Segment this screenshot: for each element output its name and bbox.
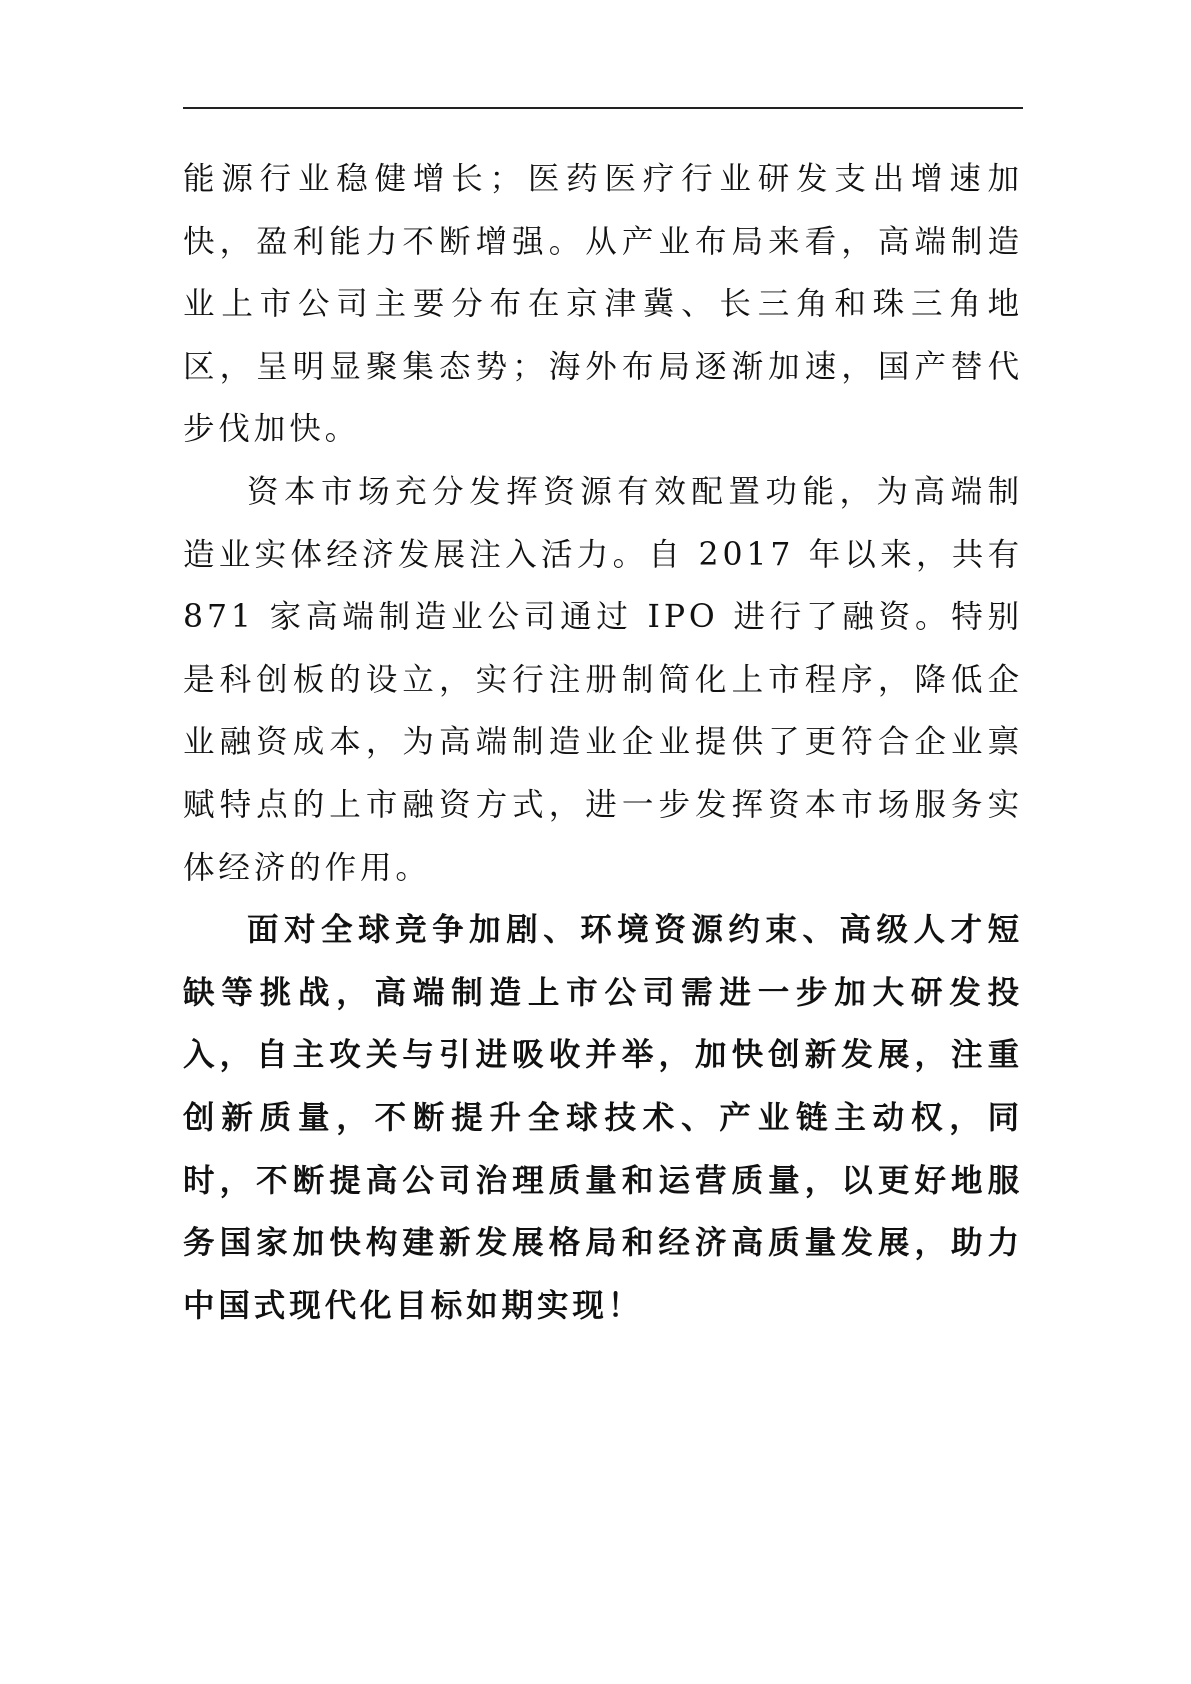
header-divider bbox=[183, 107, 1023, 109]
paragraph-industry-layout: 能源行业稳健增长；医药医疗行业研发支出增速加快，盈利能力不断增强。从产业布局来看，高端制造业上市公司主要分布在京津冀、长三角和珠三角地区，呈明显聚集态势；海外布局逐渐加速，国产替代步伐加快。 bbox=[183, 161, 1023, 448]
paragraph-conclusion: 面对全球竞争加剧、环境资源约束、高级人才短缺等挑战，高端制造上市公司需进一步加大研发投入，自主攻关与引进吸收并举，加快创新发展，注重创新质量，不断提升全球技术、产业链主动权，同时，不断提高公司治理质量和运营质量，以更好地服务国家加快构建新发展格局和经济高质量发展，助力中国式现代化目标如期实现！ bbox=[183, 911, 1023, 1324]
paragraph-capital-market: 资本市场充分发挥资源有效配置功能，为高端制造业实体经济发展注入活力。自 2017 年以来，共有 871 家高端制造业公司通过 IPO 进行了融资。特别是科创板的设立，实行注册制简化上市程序，降低企业融资成本，为高端制造业企业提供了更符合企业禀赋特点的上市融资方式，进一步发挥资本市场服务实体经济的作用。 bbox=[183, 473, 1023, 886]
document-body bbox=[183, 148, 1023, 1337]
